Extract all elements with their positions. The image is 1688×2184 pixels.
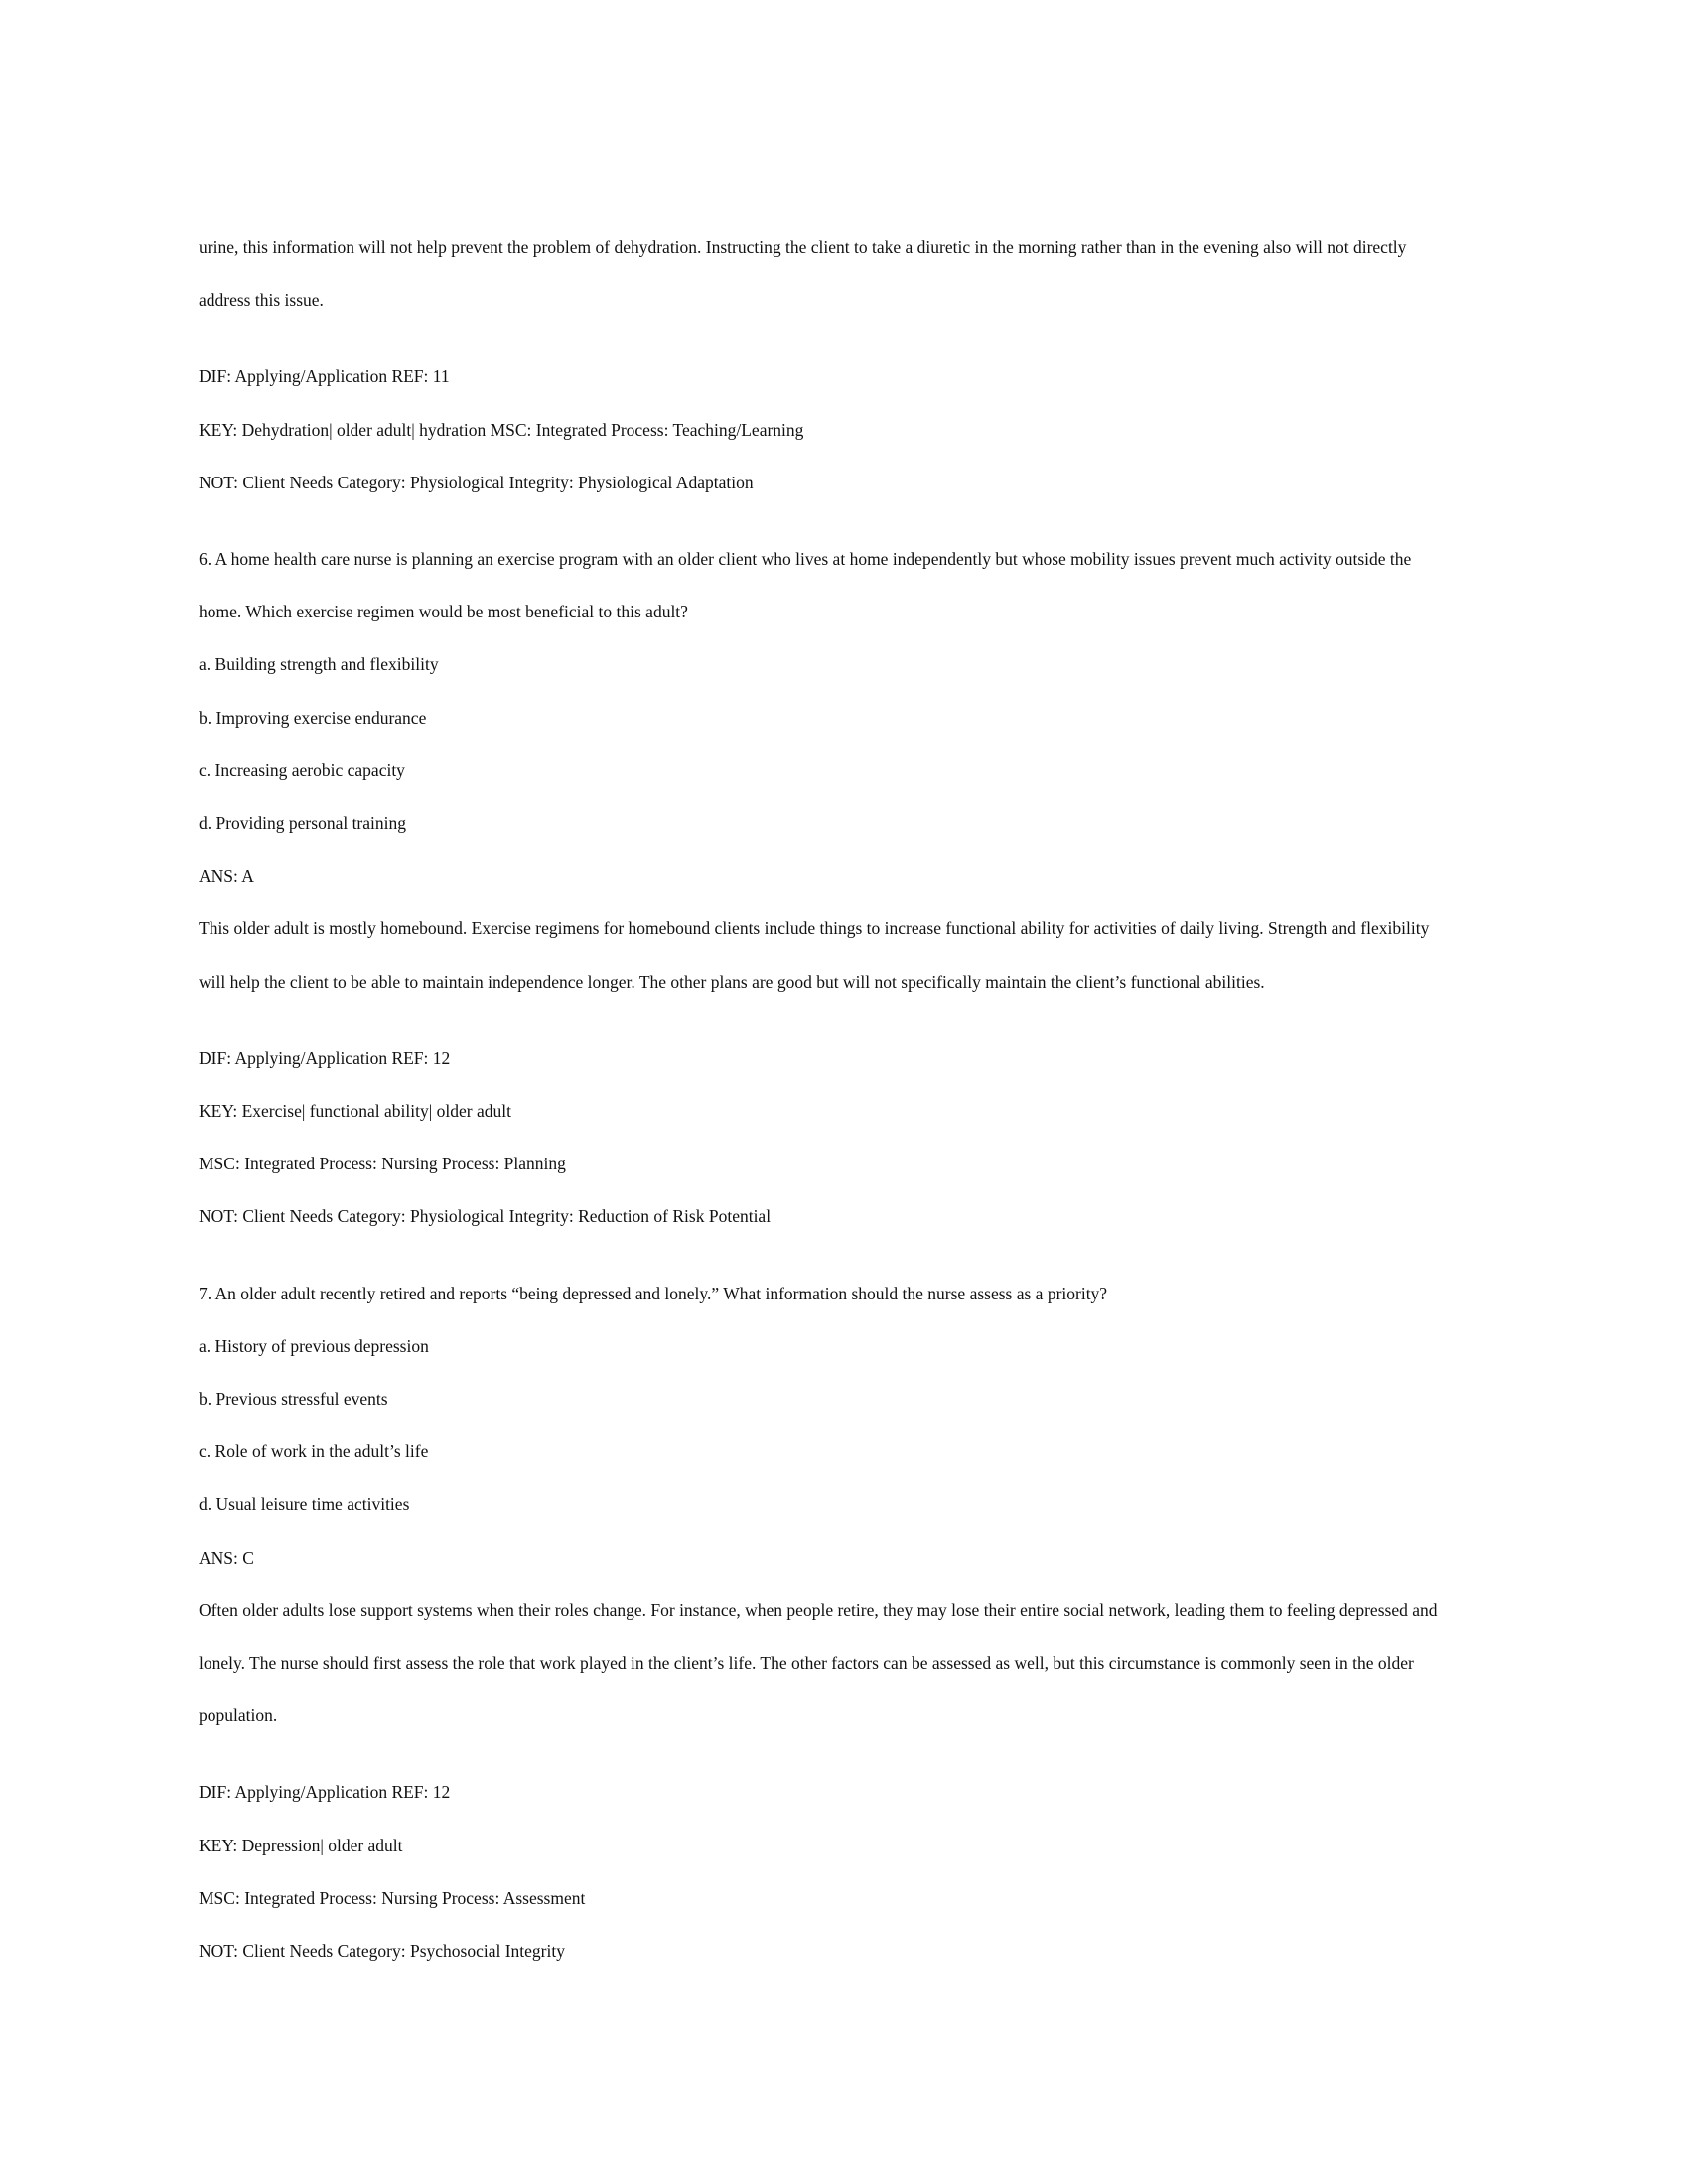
q7-option-c: c. Role of work in the adult’s life (199, 1441, 429, 1462)
q6-msc: MSC: Integrated Process: Nursing Process: Planning (199, 1154, 566, 1174)
spacer (199, 1742, 1499, 1766)
q7-stem: 7. An older adult recently retired and reports “being depressed and lonely.” What information should the nurse assess as a priority? (199, 1283, 1108, 1303)
spacer (199, 509, 1499, 533)
q7-option-a: a. History of previous depression (199, 1335, 429, 1356)
intro-line-1: urine, this information will not help prevent the problem of dehydration. Instructing the client to take a diuretic in the morning rather than in the evening also will not directly (199, 237, 1407, 257)
q6-option-b: b. Improving exercise endurance (199, 707, 427, 728)
q6-not: NOT: Client Needs Category: Physiological Integrity: Reduction of Risk Potential (199, 1206, 772, 1227)
q6-stem-line-1: 6. A home health care nurse is planning an exercise program with an older client who lives at home independently but whose mobility issues prevent much activity outside the (199, 549, 1412, 570)
q6-option-c: c. Increasing aerobic capacity (199, 759, 405, 780)
q6-option-a: a. Building strength and flexibility (199, 654, 439, 675)
q5-key: KEY: Dehydration| older adult| hydration MSC: Integrated Process: Teaching/Learning (199, 419, 804, 440)
q7-not: NOT: Client Needs Category: Psychosocial Integrity (199, 1941, 565, 1962)
intro-line-2: address this issue. (199, 290, 324, 311)
q6-dif: DIF: Applying/Application REF: 12 (199, 1047, 451, 1068)
q7-option-d: d. Usual leisure time activities (199, 1494, 410, 1515)
q7-option-b: b. Previous stressful events (199, 1389, 388, 1410)
spacer (199, 1244, 1499, 1268)
q7-rationale-line-3: population. (199, 1706, 278, 1726)
q7-dif: DIF: Applying/Application REF: 12 (199, 1782, 451, 1803)
q6-option-d: d. Providing personal training (199, 813, 407, 834)
q5-not: NOT: Client Needs Category: Physiological Integrity: Physiological Adaptation (199, 472, 754, 492)
q6-stem-line-2: home. Which exercise regimen would be most beneficial to this adult? (199, 602, 688, 622)
q6-rationale-line-1: This older adult is mostly homebound. Exercise regimens for homebound clients include things to increase functional ability for activities of daily living. Strength and flexibility (199, 918, 1430, 939)
q6-rationale-line-2: will help the client to be able to maintain independence longer. The other plans are good but will not specifically maintain the client’s functional abilities. (199, 971, 1265, 992)
q7-rationale-line-2: lonely. The nurse should first assess the role that work played in the client’s life. The other factors can be assessed as well, but this circumstance is commonly seen in the older (199, 1653, 1414, 1674)
spacer (199, 327, 1499, 350)
q6-key: KEY: Exercise| functional ability| older adult (199, 1101, 511, 1122)
q7-answer: ANS: C (199, 1547, 254, 1568)
q7-msc: MSC: Integrated Process: Nursing Process: Assessment (199, 1887, 586, 1908)
q7-rationale-line-1: Often older adults lose support systems when their roles change. For instance, when people retire, they may lose their entire social network, leading them to feeling depressed and (199, 1599, 1438, 1620)
q5-dif: DIF: Applying/Application REF: 11 (199, 366, 450, 387)
q6-answer: ANS: A (199, 866, 254, 887)
spacer (199, 1009, 1499, 1032)
q7-key: KEY: Depression| older adult (199, 1835, 403, 1855)
